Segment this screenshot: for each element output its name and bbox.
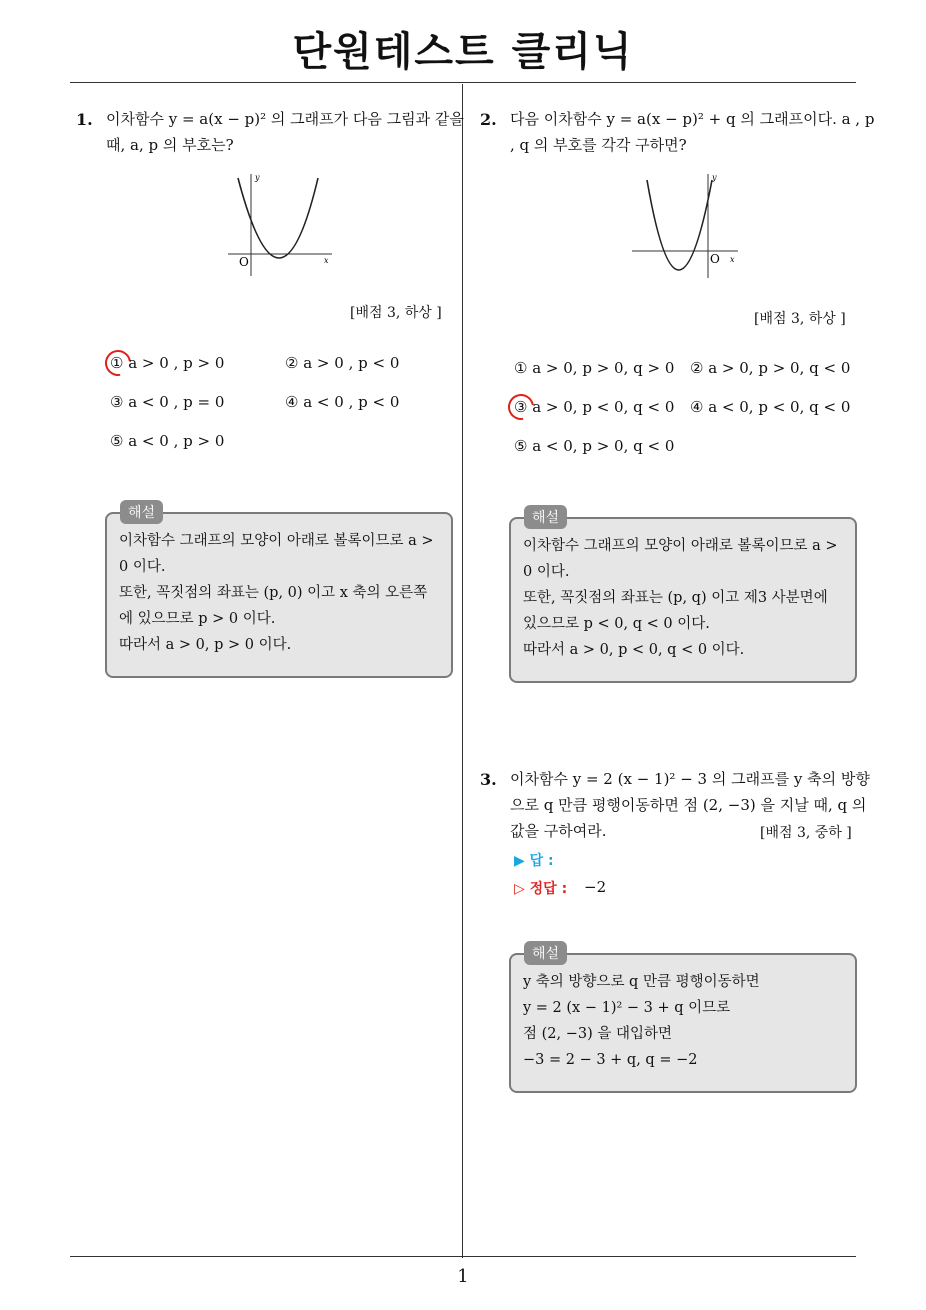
q2-explanation-box bbox=[509, 517, 857, 683]
q2-text bbox=[510, 106, 874, 158]
q1-explanation-label: 해설 bbox=[120, 500, 163, 524]
footer-rule bbox=[70, 1256, 856, 1257]
q3-score: [배점 3, 중하 ] bbox=[760, 825, 852, 841]
q3-explanation-label: 해설 bbox=[524, 941, 567, 965]
q1-number: 1. bbox=[76, 110, 93, 129]
q1-origin-label: O bbox=[239, 255, 249, 269]
q3-line3: 값을 구하여라. bbox=[510, 822, 607, 840]
q1-line1: 이차함수 y = a(x − p)² 의 그래프가 다음 그림과 같을 bbox=[106, 110, 464, 128]
q1-expl-line2: 0 이다. bbox=[119, 559, 166, 575]
q1-line2: 때, a, p 의 부호는? bbox=[106, 136, 234, 154]
q2-x-label: x bbox=[730, 255, 735, 264]
q1-explanation-box bbox=[105, 512, 453, 678]
page-number: 1 bbox=[457, 1266, 469, 1287]
q1-expl-line4: 에 있으므로 p > 0 이다. bbox=[119, 611, 276, 627]
q1-choice-2[interactable]: ② a > 0 , p < 0 bbox=[285, 354, 400, 372]
q2-y-label: y bbox=[712, 173, 717, 182]
page-title: 단원테스트 클리닉 bbox=[292, 29, 634, 75]
q2-expl-line4: 있으므로 p < 0, q < 0 이다. bbox=[523, 616, 710, 632]
q3-expl-line2: y = 2 (x − 1)² − 3 + q 이므로 bbox=[523, 1000, 731, 1016]
header-rule bbox=[70, 82, 856, 83]
q2-graph bbox=[630, 170, 742, 280]
q2-number: 2. bbox=[480, 110, 497, 129]
q2-explanation-label: 해설 bbox=[524, 505, 567, 529]
q1-graph bbox=[226, 170, 336, 278]
q1-score: [배점 3, 하상 ] bbox=[350, 305, 442, 321]
q2-expl-line2: 0 이다. bbox=[523, 564, 570, 580]
q2-score: [배점 3, 하상 ] bbox=[754, 311, 846, 327]
q2-origin-label: O bbox=[710, 252, 720, 266]
q2-expl-line3: 또한, 꼭짓점의 좌표는 (p, q) 이고 제3 사분면에 bbox=[523, 590, 828, 606]
q2-expl-line5: 따라서 a > 0, p < 0, q < 0 이다. bbox=[523, 642, 745, 658]
q1-expl-line1: 이차함수 그래프의 모양이 아래로 볼록이므로 a > bbox=[119, 533, 434, 549]
q2-choice-2[interactable]: ② a > 0, p > 0, q < 0 bbox=[690, 359, 851, 377]
q1-expl-line3: 또한, 꼭짓점의 좌표는 (p, 0) 이고 x 축의 오른쪽 bbox=[119, 585, 428, 601]
q1-expl-line5: 따라서 a > 0, p > 0 이다. bbox=[119, 637, 292, 653]
q3-line2: 으로 q 만큼 평행이동하면 점 (2, −3) 을 지날 때, q 의 bbox=[510, 796, 867, 814]
q1-x-label: x bbox=[324, 256, 329, 265]
q3-line1: 이차함수 y = 2 (x − 1)² − 3 의 그래프를 y 축의 방향 bbox=[510, 770, 870, 788]
q1-y-label: y bbox=[255, 173, 260, 182]
q3-expl-line1: y 축의 방향으로 q 만큼 평행이동하면 bbox=[523, 974, 760, 990]
q1-choice-3[interactable]: ③ a < 0 , p = 0 bbox=[110, 393, 225, 411]
q3-expl-line3: 점 (2, −3) 을 대입하면 bbox=[523, 1026, 673, 1042]
q3-answer-label: ▶ 답 : bbox=[514, 853, 554, 869]
q2-expl-line1: 이차함수 그래프의 모양이 아래로 볼록이므로 a > bbox=[523, 538, 838, 554]
q2-line2: , q 의 부호를 각각 구하면? bbox=[510, 136, 687, 154]
q2-choice-3[interactable]: ③ a > 0, p < 0, q < 0 bbox=[514, 398, 675, 416]
q1-choice-5[interactable]: ⑤ a < 0 , p > 0 bbox=[110, 432, 225, 450]
q3-correct-label: ▷ 정답 : bbox=[514, 881, 568, 897]
q2-line1: 다음 이차함수 y = a(x − p)² + q 의 그래프이다. a , p bbox=[510, 110, 875, 128]
q2-choice-4[interactable]: ④ a < 0, p < 0, q < 0 bbox=[690, 398, 851, 416]
q3-correct-value: −2 bbox=[584, 878, 607, 896]
q1-text bbox=[106, 106, 464, 158]
q3-explanation-box bbox=[509, 953, 857, 1093]
q2-choice-1[interactable]: ① a > 0, p > 0, q > 0 bbox=[514, 359, 675, 377]
q3-expl-line4: −3 = 2 − 3 + q, q = −2 bbox=[523, 1052, 698, 1068]
q1-choice-1[interactable]: ① a > 0 , p > 0 bbox=[110, 354, 225, 372]
q2-parabola bbox=[647, 180, 712, 270]
q1-parabola bbox=[238, 178, 318, 258]
q3-number: 3. bbox=[480, 770, 497, 789]
q1-choice-4[interactable]: ④ a < 0 , p < 0 bbox=[285, 393, 400, 411]
q2-choice-5[interactable]: ⑤ a < 0, p > 0, q < 0 bbox=[514, 437, 675, 455]
column-divider bbox=[462, 84, 463, 1258]
